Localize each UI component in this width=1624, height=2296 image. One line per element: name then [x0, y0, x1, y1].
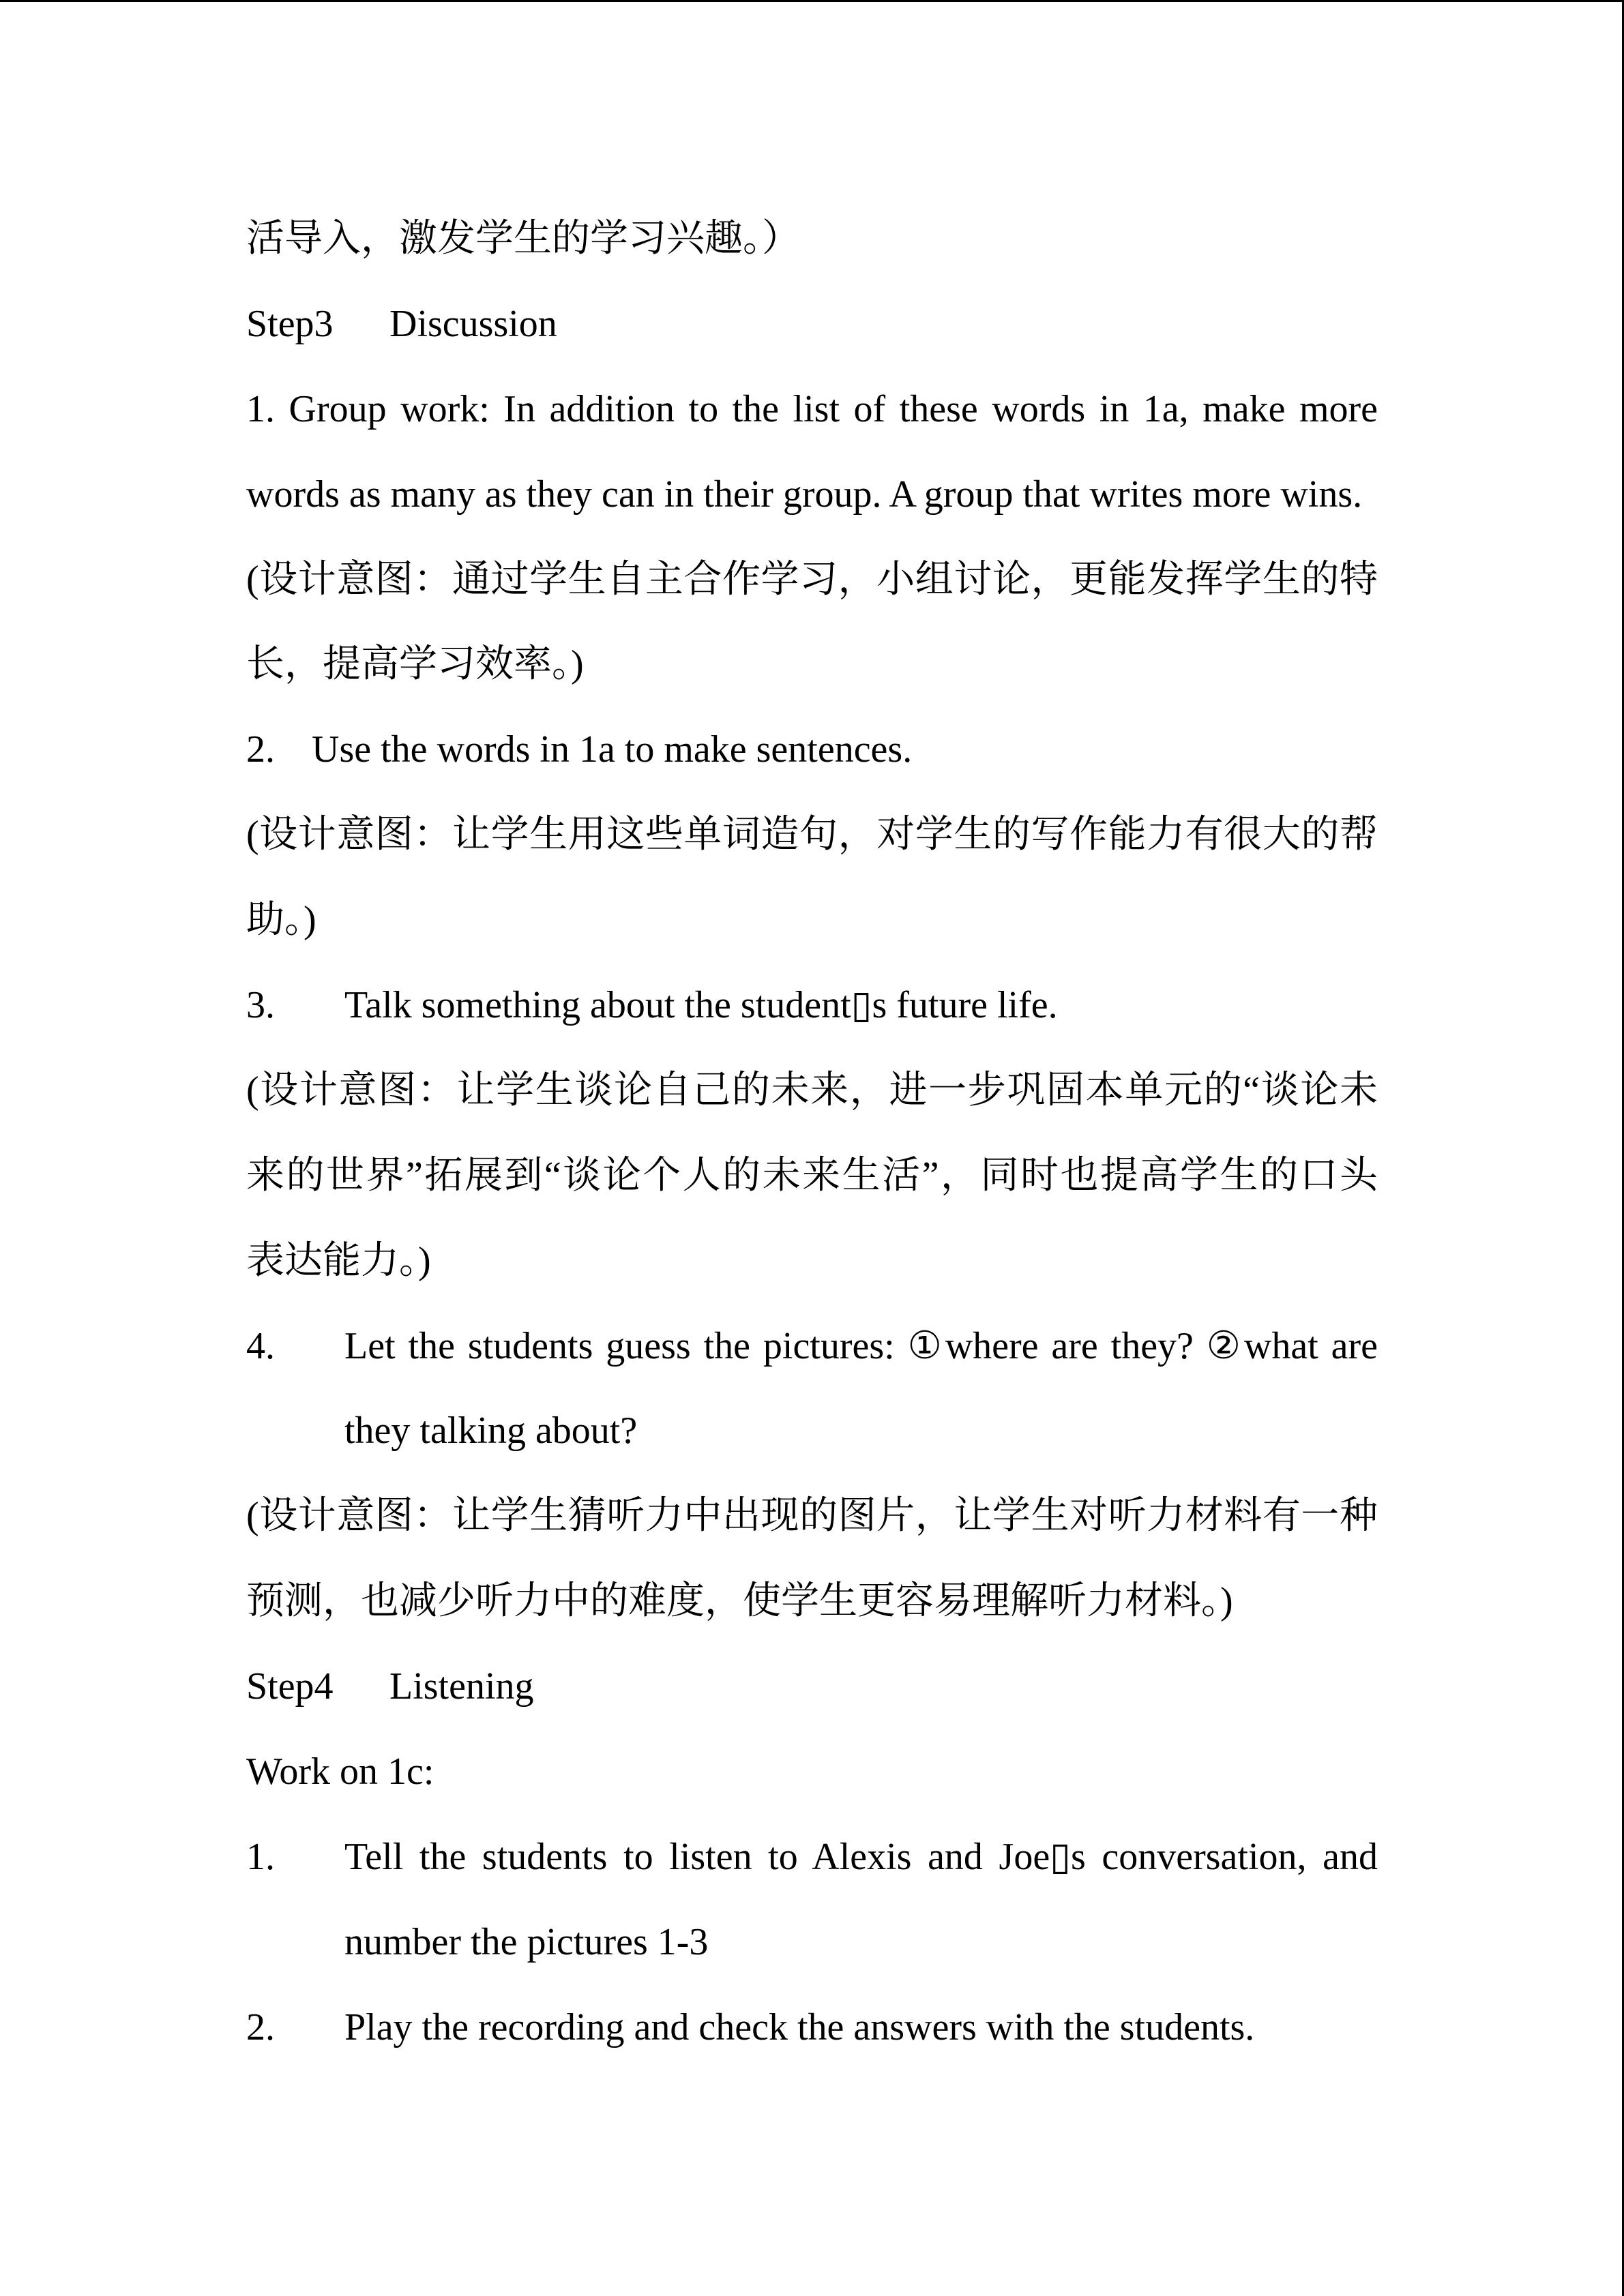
- design-note-line: 来的世界”拓展到“谈论个人的未来生活”，同时也提高学生的口头: [246, 1154, 1378, 1197]
- step3-title: Discussion: [389, 302, 557, 345]
- step3-item-2: [246, 707, 1378, 792]
- continued-design-note: 活导入，激发学生的学习兴趣。）: [246, 218, 800, 260]
- page-top-border: [0, 0, 1624, 2]
- design-note-line: (设计意图：让学生谈论自己的未来，进一步巩固本单元的“谈论未: [246, 1069, 1378, 1112]
- step4-subheading: Work on 1c:: [246, 1750, 434, 1793]
- step4-item-1-line-2: [246, 1900, 1378, 1985]
- step4-title: Listening: [389, 1665, 534, 1708]
- step3-item-4-line-2: [246, 1388, 1378, 1474]
- design-note-line: (设计意图：让学生猜听力中出现的图片，让学生对听力材料有一种: [246, 1495, 1378, 1538]
- step3-item-3-number: 3.: [246, 984, 275, 1027]
- step3-label: Step3: [246, 302, 334, 345]
- design-note-line: 预测，也减少听力中的难度，使学生更容易理解听力材料。): [246, 1580, 1233, 1623]
- step3-item-3-text: Talk something about the student▯s future life.: [344, 984, 1058, 1027]
- step3-item-4-number: 4.: [246, 1324, 275, 1367]
- step3-item-1-line-2: words as many as they can in their group. A group that writes more wins.: [246, 473, 1363, 516]
- step4-item-1-text-continued: number the pictures 1-3: [344, 1920, 709, 1963]
- design-note-line: (设计意图：让学生用这些单词造句，对学生的写作能力有很大的帮: [246, 814, 1378, 856]
- step4-item-1-line-1: [246, 1815, 1378, 1900]
- design-note-line: 助。): [246, 899, 316, 942]
- step3-item-3: [246, 963, 1378, 1048]
- document-body: [246, 196, 1378, 2070]
- step4-label: Step4: [246, 1665, 334, 1708]
- step3-item-1-number: 1.: [246, 387, 275, 430]
- step3-item-1-line-1: [246, 367, 1378, 452]
- design-note-line: (设计意图：通过学生自主合作学习，小组讨论，更能发挥学生的特: [246, 558, 1378, 601]
- step3-item-2-number: 2.: [246, 728, 275, 771]
- step3-item-4-text-continued: they talking about?: [344, 1410, 638, 1452]
- design-note-line: 表达能力。): [246, 1239, 431, 1282]
- step4-item-1-text: Tell the students to listen to Alexis and Joe▯s conversation, and: [344, 1835, 1378, 1878]
- step3-item-1-text: Group work: In addition to the list of these words in 1a, make more: [289, 387, 1378, 430]
- step4-item-2: [246, 1985, 1378, 2070]
- step3-item-2-text: Use the words in 1a to make sentences.: [312, 728, 913, 771]
- step3-item-4-text: Let the students guess the pictures: ①where are they? ②what are: [344, 1324, 1378, 1367]
- step4-item-1-number: 1.: [246, 1835, 275, 1878]
- step4-heading: [246, 1644, 1378, 1729]
- design-note-line: 长，提高学习效率。): [246, 643, 584, 686]
- step4-item-2-number: 2.: [246, 2006, 275, 2048]
- step4-item-2-text: Play the recording and check the answers with the students.: [344, 2006, 1255, 2048]
- step3-item-4-line-1: [246, 1304, 1378, 1389]
- step3-heading: [246, 282, 1378, 367]
